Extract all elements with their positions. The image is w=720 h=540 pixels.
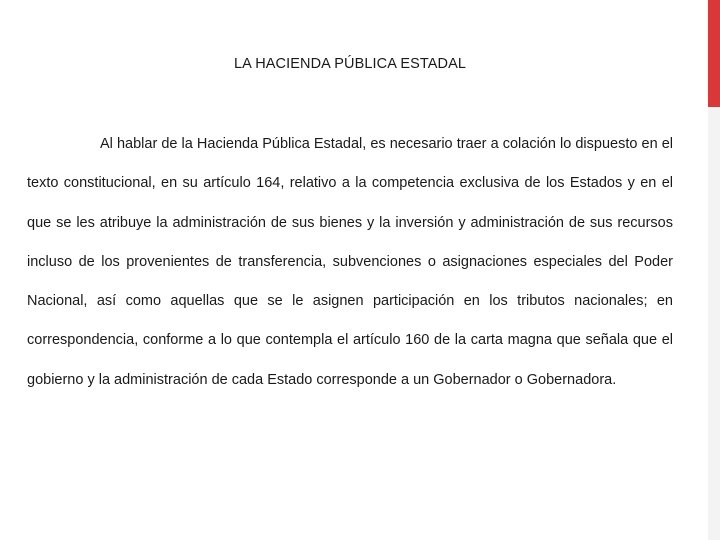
slide-title: LA HACIENDA PÚBLICA ESTADAL (233, 56, 467, 72)
side-bar-accent (708, 0, 720, 107)
slide-body-paragraph: Al hablar de la Hacienda Pública Estadal, es necesario traer a colación lo dispuesto en el texto constitucional, en su artículo 164, relativo a la competencia exclusiva de los Estados y en el que se les atribuye la administración de sus bienes y la inversión y administración de sus recursos incluso de los provenientes de transferencia, subvenciones o asignaciones especiales del Poder Nacional, así como aquellas que se le asignen participación en los tributos nacionales; en correspondencia, conforme a lo que contempla el artículo 160 de la carta magna que señala que el gobierno y la administración de cada Estado corresponde a un Gobernador o Gobernadora. (27, 136, 673, 388)
